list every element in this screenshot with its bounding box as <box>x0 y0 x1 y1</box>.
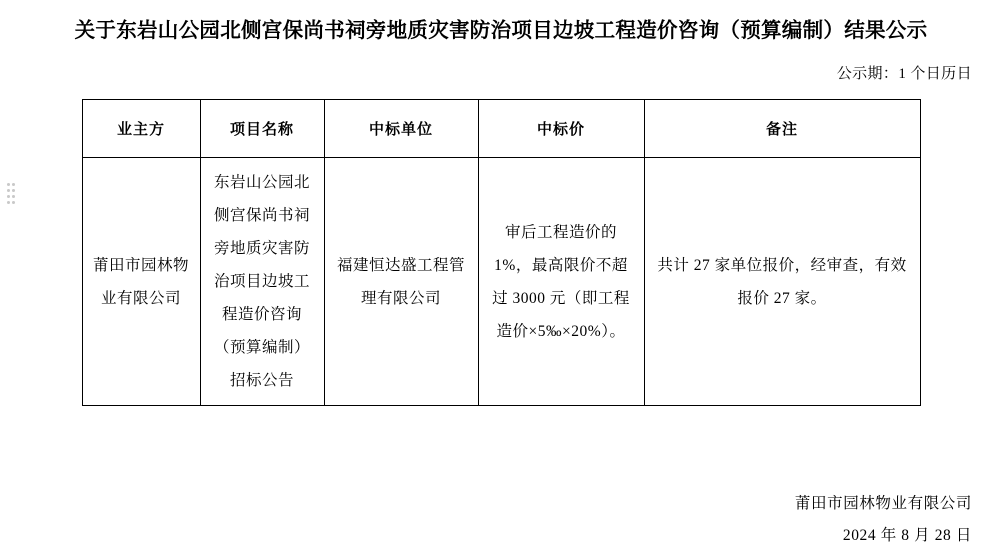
cell-winner: 福建恒达盛工程管理有限公司 <box>324 158 478 406</box>
document-footer <box>795 488 972 552</box>
page-title: 关于东岩山公园北侧宫保尚书祠旁地质灾害防治项目边坡工程造价咨询（预算编制）结果公示 <box>74 19 928 42</box>
results-table <box>82 99 921 406</box>
table-header-row <box>82 100 920 158</box>
cell-remark: 共计 27 家单位报价，经审查，有效报价 27 家。 <box>644 158 920 406</box>
column-header-project: 项目名称 <box>200 100 324 158</box>
cell-owner: 莆田市园林物业有限公司 <box>82 158 200 406</box>
column-header-price: 中标价 <box>478 100 644 158</box>
cell-project: 东岩山公园北侧宫保尚书祠旁地质灾害防治项目边坡工程造价咨询（预算编制）招标公告 <box>200 158 324 406</box>
column-header-remark: 备注 <box>644 100 920 158</box>
table-row <box>82 158 920 406</box>
footer-date: 2024 年 8 月 28 日 <box>842 527 972 544</box>
cell-price: 审后工程造价的 1%，最高限价不超过 3000 元（即工程造价×5‰×20%）。 <box>478 158 644 406</box>
drag-handle-icon[interactable] <box>7 183 15 205</box>
notice-period: 公示期：1 个日历日 <box>836 66 972 82</box>
column-header-owner: 业主方 <box>82 100 200 158</box>
column-header-winner: 中标单位 <box>324 100 478 158</box>
footer-issuer: 莆田市园林物业有限公司 <box>794 495 972 512</box>
